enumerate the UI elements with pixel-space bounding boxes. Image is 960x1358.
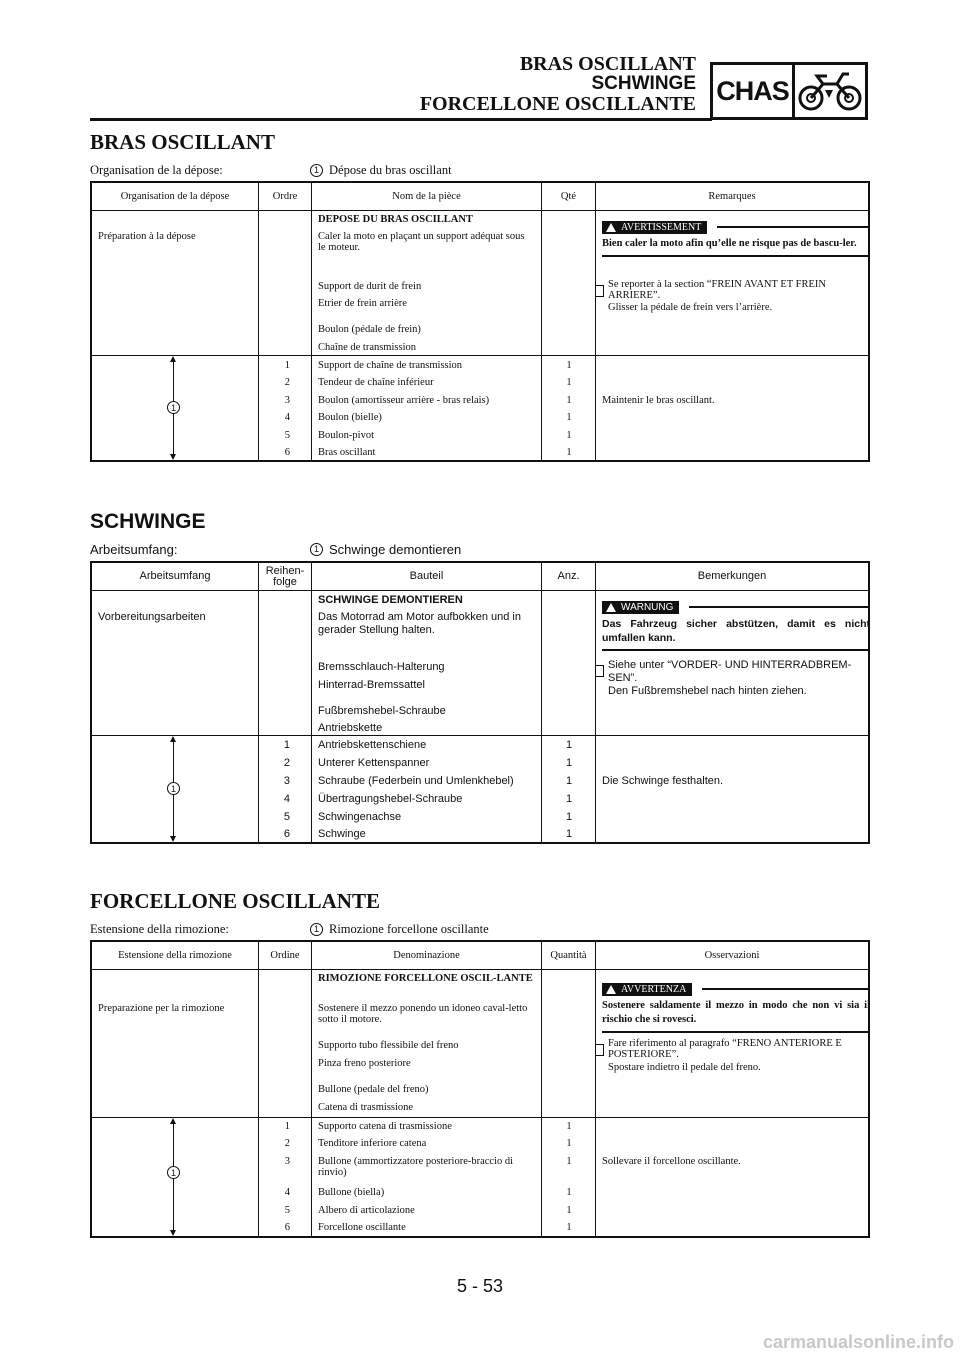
prep-item: Hinterrad-Bremssattel (318, 679, 425, 691)
header-cell: Anz. (542, 563, 596, 590)
section-de (90, 510, 870, 840)
page-number: 5 - 53 (456, 1276, 504, 1296)
section-fr (90, 130, 870, 458)
header-cell: Ordre (259, 183, 312, 210)
part-cell: Boulon (amortisseur arrière - bras relais) (318, 395, 490, 406)
bracket (596, 665, 604, 677)
step-number: 1 (310, 543, 323, 556)
order-cell: 3 (284, 395, 290, 406)
qty-cell: 1 (566, 447, 572, 458)
order-cell: 6 (284, 1222, 290, 1233)
warning-text: Das Fahrzeug sicher abstützen, damit es nicht umfallen kann. (602, 618, 870, 644)
header-cell: Organisation de la dépose (92, 183, 259, 210)
removal-scope-value: Rimozione forcellone oscillante (329, 921, 489, 936)
step-number: 1 (167, 1166, 180, 1179)
prep-item: Sostenere il mezzo ponendo un idoneo caval-letto sotto il motore. (318, 1003, 528, 1025)
prep-item: Etrier de frein arrière (318, 298, 407, 309)
section-title: SCHWINGE (90, 510, 206, 533)
motorcycle-icon (795, 65, 865, 117)
removal-scope-value: Dépose du bras oscillant (329, 162, 452, 177)
qty-cell: 1 (565, 739, 573, 751)
header-rule (90, 118, 712, 121)
preparation-row (92, 591, 868, 736)
order-cell: 4 (284, 412, 290, 423)
qty-cell: 1 (565, 775, 573, 787)
removal-table (90, 940, 870, 1238)
section-it (90, 889, 870, 1233)
table-header (92, 183, 868, 211)
removal-scope (90, 920, 870, 938)
removal-scope (90, 540, 870, 558)
prep-item: Supporto tubo flessibile del freno (318, 1040, 459, 1051)
removal-scope-label: Estensione della rimozione: (90, 921, 229, 936)
remark-note: Siehe unter “VORDER- UND HINTERRADBREM-SEN”. (608, 659, 852, 684)
qty-cell: 1 (566, 1121, 572, 1132)
order-cell: 4 (283, 793, 290, 805)
qty-cell: 1 (566, 1138, 572, 1149)
removal-scope (90, 161, 870, 179)
order-cell: 1 (284, 1121, 290, 1132)
part-cell: Schwingenachse (318, 811, 402, 823)
prep-item: Pinza freno posteriore (318, 1058, 411, 1069)
order-cell: 5 (284, 1205, 290, 1216)
warning-triangle-icon (606, 223, 616, 232)
part-cell: Antriebskettenschiene (318, 739, 427, 751)
removal-table (90, 561, 870, 844)
remark-note: Fare riferimento al paragrafo “FRENO ANTERIORE E POSTERIORE”. (608, 1038, 842, 1060)
removal-scope-label: Arbeitsumfang: (90, 541, 178, 557)
header-cell: Reihen-folge (259, 563, 312, 590)
header-cell: Denominazione (312, 942, 542, 969)
prep-heading: RIMOZIONE FORCELLONE OSCIL-LANTE (318, 973, 533, 984)
remark-note: Spostare indietro il pedale del freno. (608, 1062, 761, 1073)
step-number: 1 (310, 164, 323, 177)
warning-badge: WARNUNG (602, 601, 679, 614)
parts-rows (92, 736, 868, 842)
warning-text: Sostenere saldamente il mezzo in modo che non vi sia il rischio che si rovesci. (602, 1000, 870, 1025)
warning-box (602, 600, 870, 651)
part-cell: Schraube (Federbein und Umlenkhebel) (318, 775, 514, 787)
qty-cell: 1 (566, 395, 572, 406)
prep-item: Catena di trasmissione (318, 1102, 414, 1113)
header-cell: Bemerkungen (697, 570, 767, 582)
order-cell: 5 (283, 811, 290, 823)
qty-cell: 1 (566, 1205, 572, 1216)
header-title-de: SCHWINGE (591, 73, 696, 94)
parts-rows (92, 1118, 868, 1236)
qty-cell: 1 (565, 793, 573, 805)
section-title: BRAS OSCILLANT (90, 130, 275, 154)
removal-scope-value: Schwinge demontieren (329, 541, 462, 557)
order-cell: 2 (283, 757, 290, 769)
part-cell: Support de chaîne de transmission (318, 360, 463, 371)
qty-cell: 1 (566, 412, 572, 423)
header-cell: Arbeitsumfang (92, 563, 259, 590)
order-cell: 5 (284, 430, 290, 441)
order-cell: 3 (284, 1156, 290, 1167)
warning-triangle-icon (606, 603, 616, 612)
qty-cell: 1 (566, 430, 572, 441)
warning-triangle-icon (606, 985, 616, 994)
header-cell: Estensione della rimozione (92, 942, 259, 969)
warning-box (602, 982, 870, 1033)
remark-note: Den Fußbremshebel nach hinten ziehen. (608, 685, 807, 697)
remark-cell: Maintenir le bras oscillant. (602, 395, 715, 406)
chas-badge (710, 62, 868, 120)
part-cell: Albero di articolazione (318, 1205, 415, 1216)
part-cell: Supporto catena di trasmissione (318, 1121, 452, 1132)
part-cell: Boulon (bielle) (318, 412, 382, 423)
bracket (596, 1044, 604, 1056)
preparation-row (92, 970, 868, 1118)
part-cell: Übertragungshebel-Schraube (318, 793, 463, 805)
warning-box (602, 220, 870, 257)
prep-item: Caler la moto en plaçant un support adéquat sous le moteur. (318, 231, 525, 253)
prep-label: Vorbereitungsarbeiten (98, 611, 206, 623)
qty-cell: 1 (565, 757, 573, 769)
step-number: 1 (167, 401, 180, 414)
header-cell: Quantità (542, 942, 596, 969)
prep-item: Das Motorrad am Motor aufbokken und in gerader Stellung halten. (318, 611, 521, 636)
prep-item: Chaîne de transmission (318, 342, 416, 353)
remark-note: Glisser la pédale de frein vers l’arrière. (608, 302, 773, 313)
order-cell: 2 (284, 377, 290, 388)
header-titles (420, 54, 696, 114)
prep-item: Bullone (pedale del freno) (318, 1084, 429, 1095)
remark-note: Se reporter à la section “FREIN AVANT ET FREIN ARRIERE”. (608, 279, 826, 301)
prep-heading: DEPOSE DU BRAS OSCILLANT (318, 214, 473, 225)
warning-badge: AVERTISSEMENT (602, 221, 707, 234)
order-cell: 1 (284, 360, 290, 371)
parts-rows (92, 356, 868, 460)
header-title-it: FORCELLONE OSCILLANTE (419, 93, 696, 115)
removal-scope-label: Organisation de la dépose: (90, 162, 223, 177)
part-cell: Bras oscillant (318, 447, 376, 458)
header-cell: Ordine (259, 942, 312, 969)
header-cell: Osservazioni (704, 950, 760, 961)
table-header (92, 942, 868, 970)
order-cell: 6 (283, 828, 290, 840)
order-cell: 3 (283, 775, 290, 787)
prep-item: Support de durit de frein (318, 281, 422, 292)
part-cell: Forcellone oscillante (318, 1222, 406, 1233)
watermark: carmanualsonline.info (762, 1332, 954, 1352)
bracket (596, 285, 604, 297)
qty-cell: 1 (566, 377, 572, 388)
prep-item: Boulon (pédale de frein) (318, 324, 421, 335)
removal-table (90, 181, 870, 462)
qty-cell: 1 (566, 360, 572, 371)
step-number: 1 (310, 923, 323, 936)
order-cell: 6 (284, 447, 290, 458)
table-header (92, 563, 868, 591)
header-cell: Qté (542, 183, 596, 210)
header-cell: Bauteil (312, 563, 542, 590)
order-cell: 1 (283, 739, 290, 751)
preparation-row (92, 211, 868, 356)
prep-item: Antriebskette (318, 722, 383, 734)
prep-item: Bremsschlauch-Halterung (318, 661, 445, 673)
remark-cell: Sollevare il forcellone oscillante. (602, 1156, 741, 1167)
warning-text: Bien caler la moto afin qu’elle ne risque pas de bascu-ler. (602, 238, 857, 249)
qty-cell: 1 (566, 1156, 572, 1167)
qty-cell: 1 (565, 828, 573, 840)
part-cell: Tendeur de chaîne inférieur (318, 377, 434, 388)
qty-cell: 1 (566, 1187, 572, 1198)
prep-label: Preparazione per la rimozione (98, 1003, 225, 1014)
order-cell: 2 (284, 1138, 290, 1149)
part-cell: Tenditore inferiore catena (318, 1138, 427, 1149)
prep-heading: SCHWINGE DEMONTIEREN (318, 594, 463, 606)
part-cell: Schwinge (318, 828, 366, 840)
part-cell: Unterer Kettenspanner (318, 757, 430, 769)
header-cell: Remarques (708, 191, 756, 202)
header-title-fr: BRAS OSCILLANT (519, 53, 696, 75)
warning-badge: AVVERTENZA (602, 983, 692, 996)
remark-cell: Die Schwinge festhalten. (602, 775, 724, 787)
chas-label: CHAS (713, 65, 795, 117)
prep-item: Fußbremshebel-Schraube (318, 705, 446, 717)
part-cell: Boulon-pivot (318, 430, 375, 441)
order-cell: 4 (284, 1187, 290, 1198)
header-cell: Nom de la pièce (312, 183, 542, 210)
step-number: 1 (167, 782, 180, 795)
qty-cell: 1 (566, 1222, 572, 1233)
qty-cell: 1 (565, 811, 573, 823)
part-cell: Bullone (biella) (318, 1187, 385, 1198)
part-cell: Bullone (ammortizzatore posteriore-braccio di rinvio) (318, 1156, 514, 1178)
prep-label: Préparation à la dépose (98, 231, 196, 242)
section-title: FORCELLONE OSCILLANTE (90, 889, 380, 913)
